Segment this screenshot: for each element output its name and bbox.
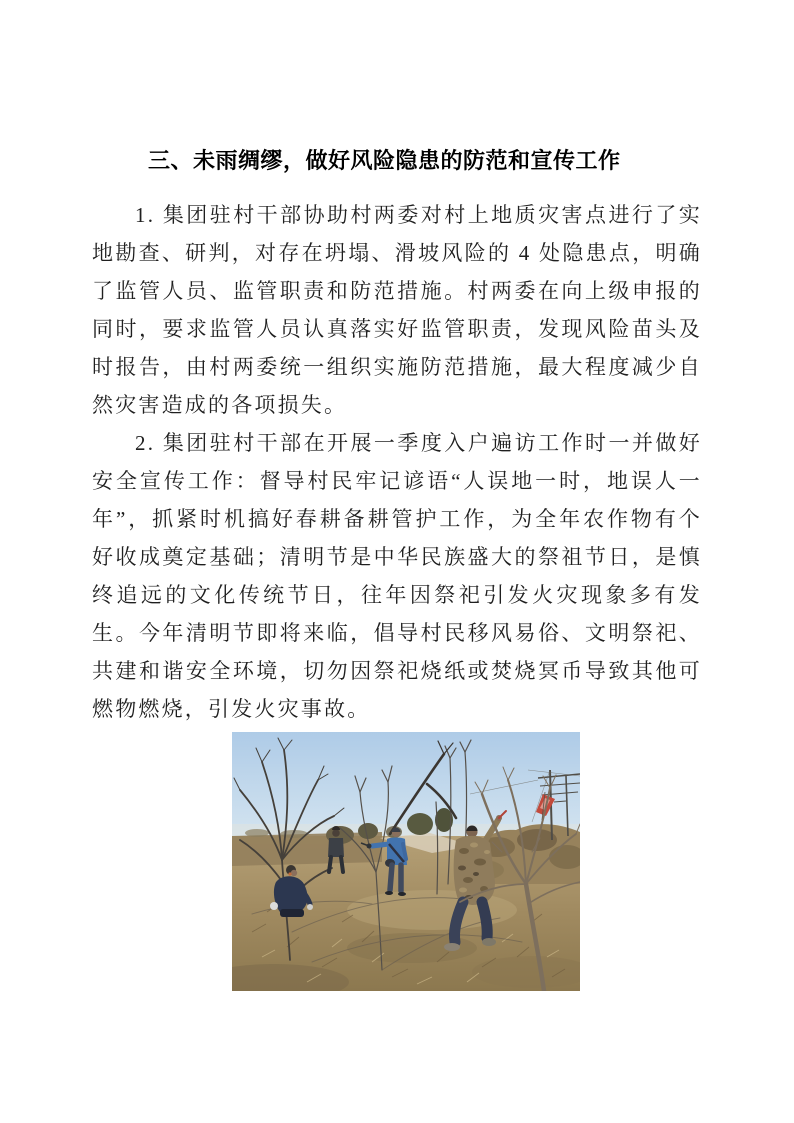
section-heading: 三、未雨绸缪，做好风险隐患的防范和宣传工作 — [148, 148, 621, 173]
orchard-photo-svg — [232, 732, 580, 991]
paragraph-2: 2. 集团驻村干部在开展一季度入户遍访工作时一并做好安全宣传工作：督导村民牢记谚语“人误地一时，地误人一年”，抓紧时机搞好春耕备耕管护工作，为全年农作物有个好收成奠定基础；清明节是中华民族盛大的祭祖节日，是慎终追远的文化传统节日，往年因祭祀引发火灾现象多有发生。今年清明节即将来临，倡导村民移风易俗、文明祭祀、共建和谐安全环境，切勿因祭祀烧纸或焚烧冥币导致其他可燃物燃烧，引发火灾事故。 — [92, 431, 702, 721]
paragraph-1: 1. 集团驻村干部协助村两委对村上地质灾害点进行了实地勘查、研判，对存在坍塌、滑坡风险的 4 处隐患点，明确了监管人员、监管职责和防范措施。村两委在向上级申报的同时，要求监管人员认真落实好监管职责，发现风险苗头及时报告，由村两委统一组织实施防范措施，最大程度减少自然灾害造成的各项损失。 — [92, 203, 702, 417]
document-content — [92, 146, 702, 991]
field-photo — [232, 732, 580, 991]
